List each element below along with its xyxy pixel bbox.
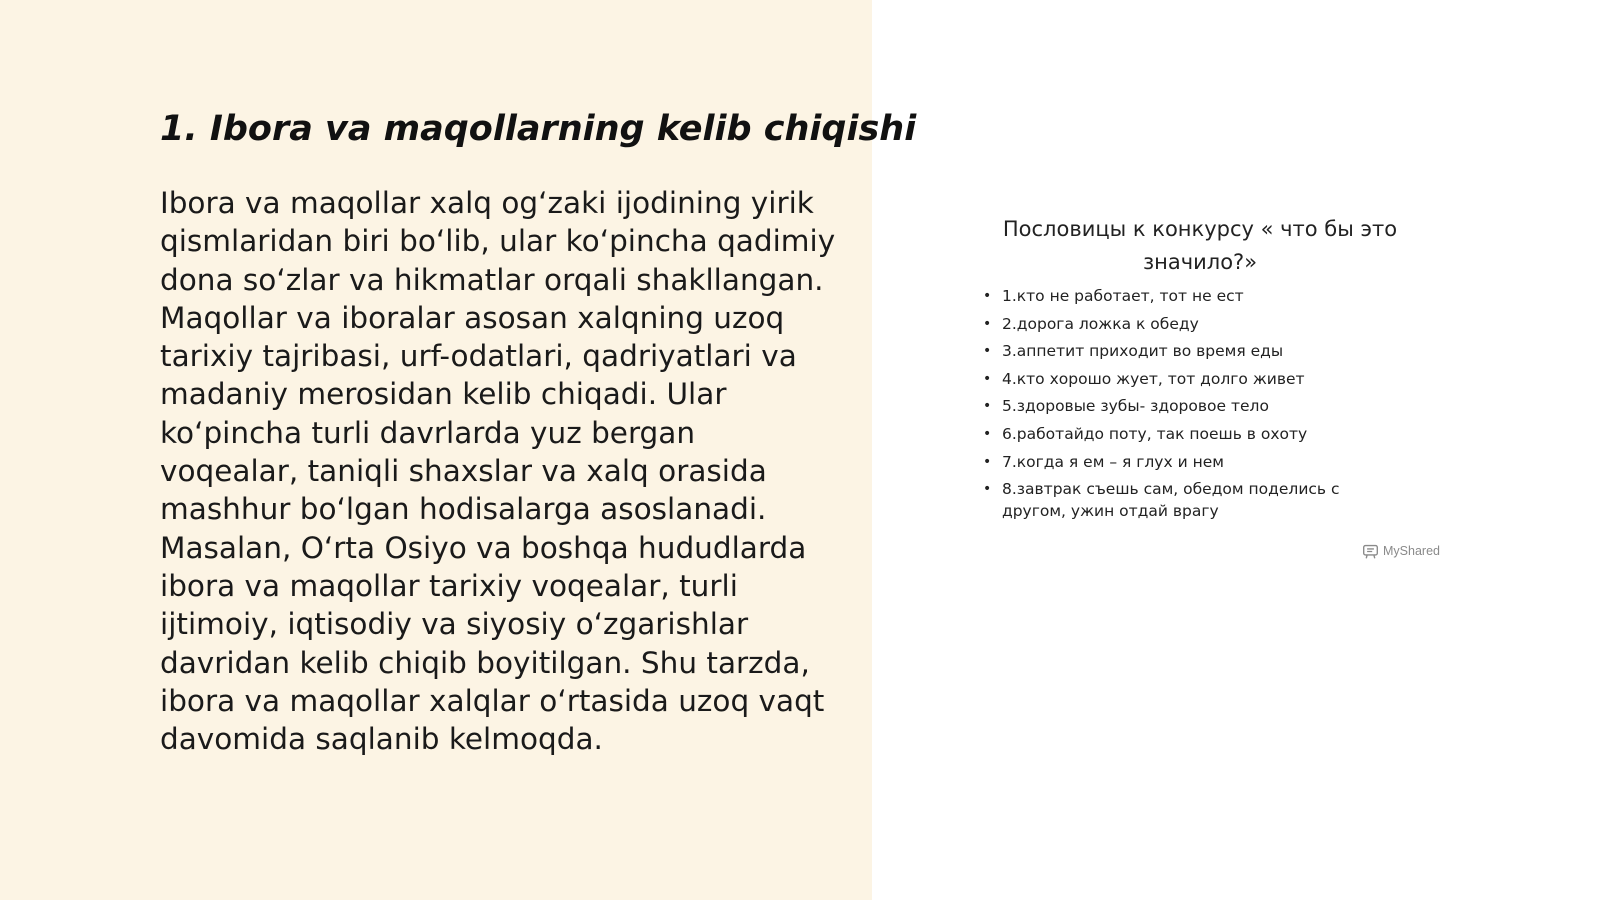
proverbs-list — [982, 285, 1382, 528]
list-item — [982, 285, 1382, 307]
bullet-icon: • — [983, 453, 992, 470]
list-item — [982, 451, 1382, 473]
slide-title: 1. Ibora va maqollarning kelib chiqishi — [160, 109, 917, 149]
bullet-icon: • — [983, 288, 992, 304]
watermark — [1362, 541, 1440, 561]
proverb-text: 5.здоровые зубы- здоровое тело — [1002, 397, 1269, 416]
bullet-icon: • — [983, 315, 992, 332]
list-item — [982, 313, 1382, 335]
proverbs-heading: Пословицы к конкурсу « что бы это значило?» — [1002, 217, 1398, 274]
proverb-text: 7.когда я ем – я глух и нем — [1002, 452, 1224, 471]
proverb-text: 1.кто не работает, тот не ест — [1002, 287, 1244, 305]
proverb-text: 2.дорога ложка к обеду — [1002, 314, 1199, 333]
list-item — [982, 395, 1382, 417]
list-item — [982, 423, 1382, 445]
bullet-icon: • — [983, 481, 992, 498]
proverb-text: 6.работайдо поту, так поешь в охоту — [1002, 424, 1308, 443]
slide-body-text: Ibora va maqollar xalq og‘zaki ijodining yirik qismlaridan biri bo‘lib, ular ko‘pincha qadimiy dona so‘zlar va hikmatlar orqali shakllangan. Maqollar va iboralar asosan xalqning uzoq tarixiy tajribasi, urf-odatlari, qadriyatlari va madaniy merosidan kelib chiqadi. Ular ko‘pincha turli davrlarda yuz bergan voqealar, taniqli shaxslar va xalq orasida mashhur bo‘lgan hodisalarga asoslanadi. Masalan, O‘rta Osiyo va boshqa hududlarda ibora va maqollar tarixiy voqealar, turli ijtimoiy, iqtisodiy va siyosiy o‘zgarishlar davridan kelib chiqib boyitilgan. Shu tarzda, ibora va maqollar xalqlar o‘rtasida uzoq vaqt davomida saqlanib kelmoqda. — [160, 186, 836, 757]
bullet-icon: • — [983, 398, 992, 415]
list-item — [982, 340, 1382, 362]
bullet-icon: • — [983, 370, 992, 387]
watermark-text: MyShared — [1383, 544, 1440, 558]
proverbs-image — [960, 205, 1440, 575]
bullet-icon: • — [983, 425, 992, 442]
list-item — [982, 368, 1382, 390]
bullet-icon: • — [983, 343, 992, 360]
myshared-logo-icon — [1362, 543, 1379, 560]
proverb-text: 3.аппетит приходит во время еды — [1002, 342, 1284, 361]
proverb-text: 8.завтрак съешь сам, обедом поделись с другом, ужин отдай врагу — [1002, 480, 1340, 521]
proverb-text: 4.кто хорошо жует, тот долго живет — [1002, 369, 1305, 388]
list-item — [982, 478, 1382, 522]
